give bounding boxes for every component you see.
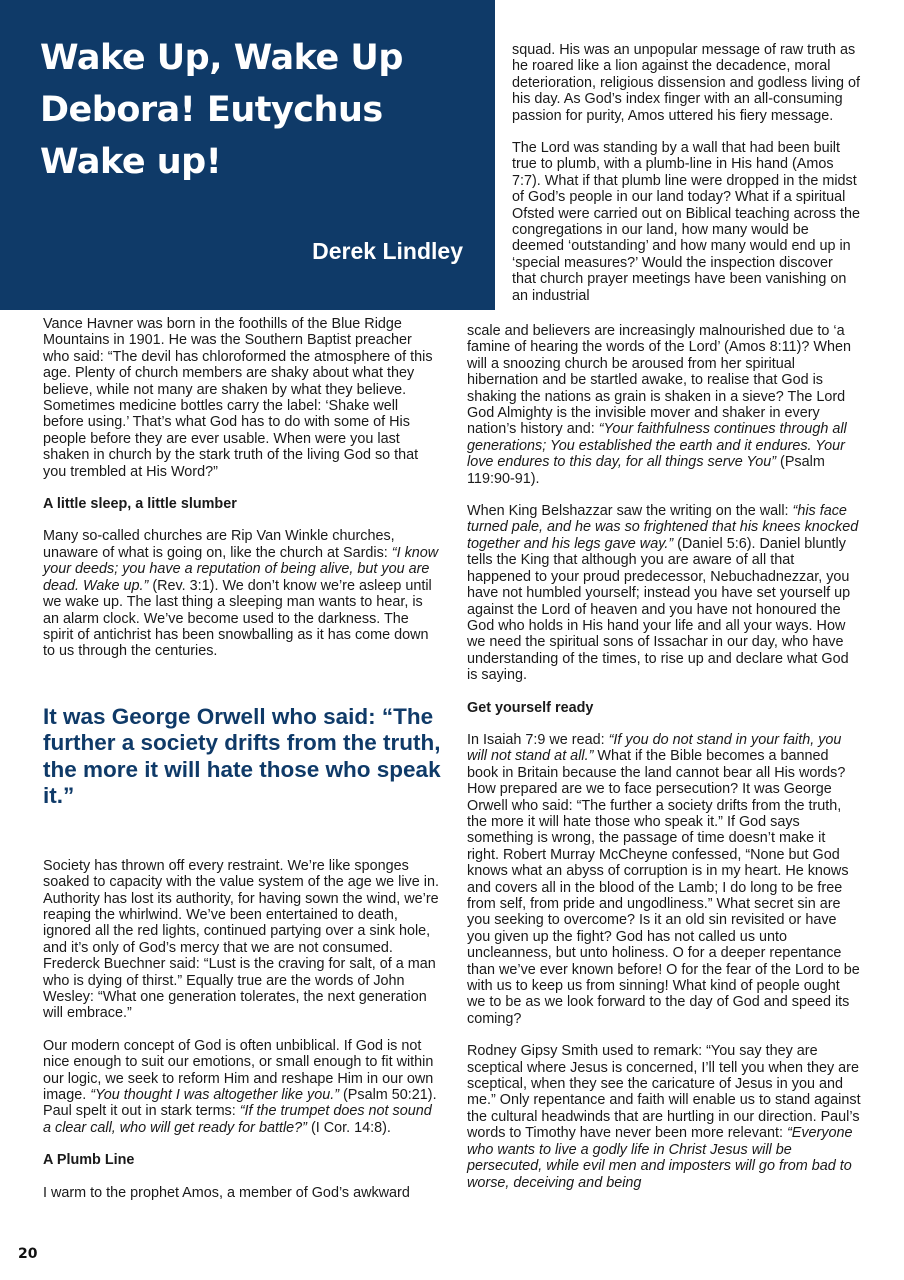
paragraph: Many so-called churches are Rip Van Winkle churches, unaware of what is going on, like the church at Sardis: “I know your deeds; you have a reputation of being alive, but you are dead. Wake up.” (Rev. 3:1). We don’t know we’re asleep until we wake up. The last thing a sleeping man wants to hear, is an alarm clock. We’ve become used to the darkness. The spirit of antichrist has been snowballing as it has come down to us through the centuries. xyxy=(43,528,439,660)
title-banner xyxy=(0,0,495,310)
left-column xyxy=(43,316,441,1217)
subheading: A little sleep, a little slumber xyxy=(43,496,237,513)
paragraph: scale and believers are increasingly malnourished due to ‘a famine of hearing the words of the Lord’ (Amos 8:11)? When will a snoozing church be aroused from her spiritual hibernation and be startled awake, to realise that God is shaking the nations as grain is shaken in a sieve? The Lord God Almighty is the invisible mover and shaker in every nation’s history and: “Your faithfulness continues through all generations; You established the earth and it endures. Your love endures to this day, for all things serve You” (Psalm 119:90-91). xyxy=(467,323,851,487)
paragraph: Rodney Gipsy Smith used to remark: “You say they are sceptical where Jesus is concerned, I’ll tell you when they are sceptical, when they see the caricature of Jesus in you and me.” Only repentance and faith will enable us to stand against the cultural headwinds that are hurtling in our direction. Paul’s words to Timothy have never been more relevant: “Everyone who wants to live a godly life in Christ Jesus will be persecuted, while evil men and imposters will go from bad to worse, deceiving and being xyxy=(467,1043,861,1191)
right-column xyxy=(467,323,861,1207)
paragraph: Society has thrown off every restraint. We’re like sponges soaked to capacity with the value system of the age we live in. Authority has lost its authority, for having sown the wind, we’re reaping the whirlwind. We’ve been entertained to death, ignored all the red lights, continued partying over a sink hole, and it’s only of God’s mercy that we are not consumed. Frederck Buechner said: “Lust is the craving for salt, of a man who is dying of thirst.” Equally true are the words of John Wesley: “What one generation tolerates, the next generation will embrace.” xyxy=(43,857,439,1022)
page-number: 20 xyxy=(18,1246,38,1262)
pull-quote: It was George Orwell who said: “The further a society drifts from the truth, the more it will hate those who speak it.” xyxy=(43,703,441,809)
subheading: A Plumb Line xyxy=(43,1152,135,1169)
subheading: Get yourself ready xyxy=(467,699,594,716)
paragraph: squad. His was an unpopular message of raw truth as he roared like a lion against the decadence, moral deterioration, religious dissension and godless living of his day. As God’s index finger with an all-consuming passion for purity, Amos uttered his fiery message. xyxy=(512,42,860,124)
right-column-top xyxy=(512,42,860,320)
paragraph: In Isaiah 7:9 we read: “If you do not stand in your faith, you will not stand at all.” What if the Bible becomes a banned book in Britain because the land cannot bear all His words? How prepared are we to face persecution? It was George Orwell who said: “The further a society drifts from the truth, the more it will hate those who speak it.” If God says something is wrong, the passage of time doesn’t make it right. Robert Murray McCheyne confessed, “None but God knows what an abyss of corruption is in my heart. He knows and covers all in the blood of the Lamb; I do long to be free from self, from pride and ungodliness.” What secret sin are you seeking to overcome? Is it an old sin revisited or have you given up the fight? God has not called us unto uncleanness, but unto holiness. O for a deeper repentance than we’ve ever known before! O for the fear of the Lord to be with us to keep us from sinning! What kind of people ought we to be as we look forward to the day of God and speed its coming? xyxy=(467,731,860,1027)
paragraph: I warm to the prophet Amos, a member of God’s awkward xyxy=(43,1184,410,1201)
paragraph: When King Belshazzar saw the writing on the wall: “his face turned pale, and he was so frightened that his knees knocked together and his legs gave way.” (Daniel 5:6). Daniel bluntly tells the King that although you are aware of all that happened to your proud predecessor, Nebuchadnezzar, you have not humbled yourself; instead you have set yourself up against the Lord of heaven and you have not honoured the God who holds in His hand your life and all your ways. How we need the spiritual sons of Issachar in our day, who have understanding of the times, to rise up and declare what God is saying. xyxy=(467,503,859,684)
paragraph: Vance Havner was born in the foothills of the Blue Ridge Mountains in 1901. He was the Southern Baptist preacher who said: “The devil has chloroformed the atmosphere of this age. Plenty of church members are shaky about what they believe, while not many are shaken by what they believe. Sometimes medicine bottles carry the label: ‘Shake well before using.’ That’s what God has to do with some of His people before they are ever usable. When were you last shaken in church by the stark truth of the living God so that you trembled at His Word?” xyxy=(43,316,433,480)
article-title: Wake Up, Wake Up Debora! Eutychus Wake up! xyxy=(40,38,403,182)
paragraph: Our modern concept of God is often unbiblical. If God is not nice enough to suit our emotions, or small enough to fit within our logic, we seek to reform Him and reshape Him in our own image. “You thought I was altogether like you.” (Psalm 50:21). Paul spelt it out in stark terms: “If the trumpet does not sound a clear call, who will get ready for battle?” (I Cor. 14:8). xyxy=(43,1037,437,1136)
paragraph: The Lord was standing by a wall that had been built true to plumb, with a plumb-line in His hand (Amos 7:7). What if that plumb line were dropped in the midst of God’s people in our land today? What if a spiritual Ofsted were carried out on Biblical teaching across the congregations in our land, how many would be deemed ‘outstanding’ and how many would end up in ‘special measures?’ Would the inspection discover that church prayer meetings have been vanishing on an industrial xyxy=(512,140,860,304)
author-name: Derek Lindley xyxy=(312,238,463,264)
